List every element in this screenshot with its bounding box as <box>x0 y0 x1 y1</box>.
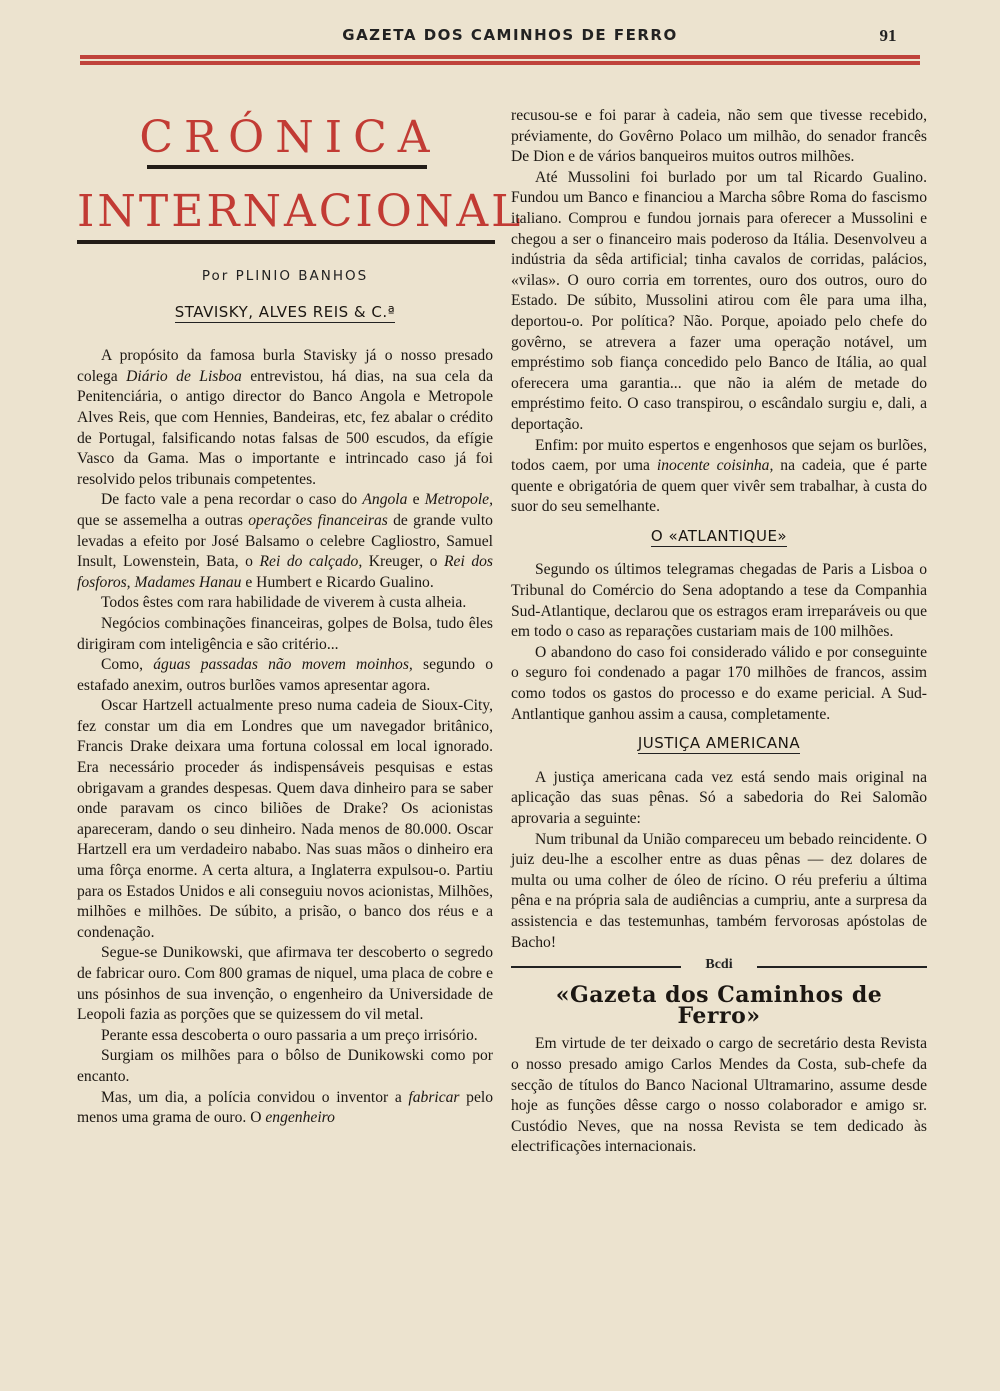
left-column <box>77 100 524 1129</box>
section-heading-justica-text: JUSTIÇA AMERICANA <box>637 734 801 753</box>
header-rule <box>80 55 920 67</box>
section-heading-justica <box>511 733 927 754</box>
separator-ornament: Bcdi <box>705 957 733 973</box>
paragraph: Como, águas passadas não movem moinhos, segundo o estafado anexim, outros burlões vamos apresentar agora. <box>77 656 493 694</box>
notice-body: Em virtude de ter deixado o cargo de secretário desta Revista o nosso presado amigo Carlos Mendes da Costa, sub-chefe da secção de títulos do Banco Nacional Ultramarino, assume desde hoje as funções dêsse cargo o nosso colaborador e amigo sr. Custódio Neves, que na nossa Revista se tem dedicado às electrificações internacionais. <box>511 1035 927 1156</box>
article-separator <box>511 955 927 977</box>
paragraph: Mas, um dia, a polícia convidou o inventor a fabricar pelo menos uma grama de ouro. O engenheiro <box>77 1088 493 1127</box>
separator-line-right <box>757 966 927 968</box>
section-heading-atlantique <box>511 526 927 547</box>
paragraph: Negócios combinações financeiras, golpes de Bolsa, tudo êles dirigiram com inteligência e são critério... <box>77 614 493 653</box>
section-heading-stavisky <box>77 302 493 323</box>
paragraph: Segundo os últimos telegramas chegadas de Paris a Lisboa o Tribunal do Comércio do Sena adoptando a tese da Companhia Sud-Atlantique, declarou que os estragos eram irreparáveis ou que em todo o caso as reparações custariam mais de 100 milhões. <box>511 561 927 641</box>
paragraph: De facto vale a pena recordar o caso do Angola e Metropole, que se assemelha a outras operações financeiras de grande vulto levadas a efeito por José Balsamo o celebre Cagliostro, Samuel Insult, Lowenstein, Bata, o Rei do calçado, Kreuger, o Rei dos fosforos, Madames Hanau e Humbert e Ricardo Gualino. <box>77 491 493 591</box>
page-number: 91 <box>879 26 897 45</box>
section-heading-stavisky-text: STAVISKY, ALVES REIS & C.ª <box>174 302 396 321</box>
header-rule-bottom <box>80 61 920 65</box>
paragraph: O abandono do caso foi considerado válido e por conseguinte o seguro foi condenado a pagar 170 milhões de francos, assim como todos os gastos do processo e do exame pericial. A Sud-Antlantique ganhou assim a causa, completamente. <box>511 643 927 723</box>
paragraph: Perante essa descoberta o ouro passaria a um preço irrisório. <box>101 1026 478 1044</box>
notice-title: «Gazeta dos Caminhos de Ferro» <box>555 982 883 1029</box>
article-title-line2: INTERNACIONAL <box>77 186 524 237</box>
paragraph: Oscar Hartzell actualmente preso numa cadeia de Sioux-City, fez constar um dia em Londres que um navegador britânico, Francis Drake deixara uma fortuna colossal em local ignorado. Era necessário proceder ás indispensáveis pesquisas e estas obrigavam a grandes despesas. Quem dava dinheiro para se saber onde paravam os cinco biliões de Drake? Os acionistas apareceram, dando o seu dinheiro. Nada menos de 80.000. Oscar Hartzell era um verdadeiro nababo. Nas suas mãos o dinheiro era uma fôrça enorme. A certa altura, a Inglaterra expulsou-o. Partiu para os Estados Unidos e ali conseguiu novos acionistas, Milhões, milhões e milhões. De súbito, a prisão, o banco dos réus e a condenação. <box>77 697 493 941</box>
title-rule-1 <box>147 165 427 169</box>
paragraph-continued: recusou-se e foi parar à cadeia, não sem que tivesse recebido, préviamente, do Govêrno Polaco um milhão, do senador francês De Dion e de vários banqueiros muitos outros milhões. <box>511 107 927 166</box>
masthead: GAZETA DOS CAMINHOS DE FERRO <box>342 26 678 44</box>
article-title-line1: CRÓNICA <box>139 112 441 163</box>
title-rule-2 <box>77 240 495 244</box>
paragraph: Até Mussolini foi burlado por um tal Ricardo Gualino. Fundou um Banco e financiou a Marcha sôbre Roma do fascismo italiano. Comprou e fundou jornais para oferecer a Mussolini e chegou a ser o financeiro mais poderoso da Itália. Desenvolveu a indústria da sêda artificial; tinha cavalos de corridas, palácios, «vilas». O ouro corria em torrentes, ouro dos outros, ouro do Estado. De súbito, Mussolini atirou com êle para uma ilha, deportou-o. Por política? Não. Porque, apoiado pelo chefe do govêrno, se atrevera a fazer uma operação notável, um empréstimo sob fiança concedido pelo Banco de Itália, ao qual oferecera uma garantia... que não ia além de metade do empréstimo feito. O caso transpirou, o escândalo surgiu e, dali, a deportação. <box>511 168 927 433</box>
paragraph: A justiça americana cada vez está sendo mais original na aplicação das suas pênas. Só a sabedoria do Rei Salomão aprovaria a seguinte: <box>511 768 927 827</box>
paragraph: Segue-se Dunikowski, que afirmava ter descoberto o segredo de fabricar ouro. Com 800 gramas de niquel, uma placa de cobre e uns pósinhos de sua invenção, o engenheiro da Universidade de Leopoli fazia as porções que se quizessem do vil metal. <box>77 944 493 1024</box>
paragraph: Num tribunal da União compareceu um bebado reincidente. O juiz deu-lhe a escolher entre as duas pênas — dez dolares de multa ou uma colher de óleo de rícino. O réu preferiu a última pêna e na própria sala de audiências a cumpriu, ante a surpresa da assistencia e das testemunhas, também fervorosas apóstolas de Bacho! <box>511 830 927 951</box>
paragraph: Enfim: por muito espertos e engenhosos que sejam os burlões, todos caem, por uma inocente coisinha, na cadeia, que é parte quente e obrigatória de quem quer vivêr sem trabalhar, à custa do suor do seu semelhante. <box>511 436 927 516</box>
right-column <box>511 106 927 1158</box>
paragraph: Surgiam os milhões para o bôlso de Dunikowski como por encanto. <box>77 1047 493 1085</box>
byline: Por PLINIO BANHOS <box>201 268 369 284</box>
paragraph: A propósito da famosa burla Stavisky já o nosso presado colega Diário de Lisboa entrevistou, há dias, na sua cela da Penitenciária, o antigo director do Banco Angola e Metropole Alves Reis, que com Hennies, Bandeiras, etc, fez abalar o crédito de Portugal, falsificando notas falsas de 500 escudos, da efígie Vasco da Gama. Mas o importante e intrincado caso já foi resolvido pelos tribunais competentes. <box>77 347 494 488</box>
header-rule-top <box>80 55 920 59</box>
paragraph: Todos êstes com rara habilidade de viverem à custa alheia. <box>101 594 467 612</box>
separator-line-left <box>511 966 681 968</box>
section-heading-atlantique-text: O «ATLANTIQUE» <box>650 526 788 545</box>
